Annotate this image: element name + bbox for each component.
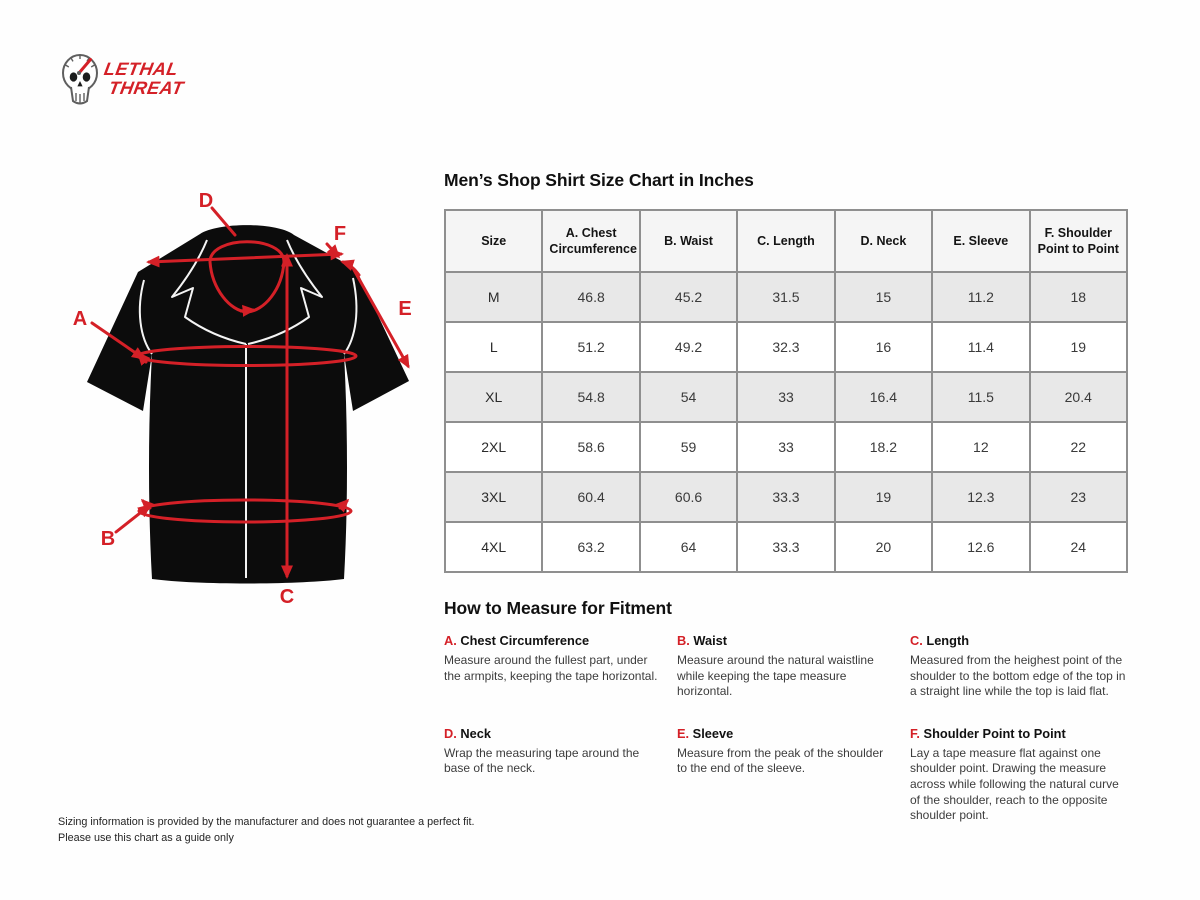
- measure-name: Chest Circumference: [460, 633, 590, 648]
- table-row: [445, 372, 1127, 422]
- measure-description: Measure around the fullest part, under the armpits, keeping the tape horizontal.: [444, 653, 658, 683]
- sleeve-value: 11.5: [932, 372, 1029, 422]
- diagram-label-c: C: [279, 586, 295, 608]
- shoulder-value: 22: [1030, 422, 1127, 472]
- how-to-measure-section: [444, 598, 1144, 824]
- brand-logo: [56, 48, 206, 110]
- table-header-row: [445, 210, 1127, 272]
- table-row: [445, 272, 1127, 322]
- diagram-label-a: A: [72, 308, 88, 330]
- neck-value: 16: [835, 322, 932, 372]
- size-chart-title: Men’s Shop Shirt Size Chart in Inches: [444, 170, 754, 190]
- size-label: XL: [445, 372, 542, 422]
- diagram-label-b: B: [100, 528, 116, 550]
- table-row: [445, 472, 1127, 522]
- table-row: [445, 322, 1127, 372]
- shoulder-value: 24: [1030, 522, 1127, 572]
- length-value: 33.3: [737, 522, 834, 572]
- waist-value: 54: [640, 372, 737, 422]
- skull-gauge-icon: [63, 55, 97, 104]
- col-header-size: Size: [445, 210, 542, 272]
- sleeve-value: 11.4: [932, 322, 1029, 372]
- table-row: [445, 522, 1127, 572]
- measure-name: Waist: [693, 633, 728, 648]
- waist-value: 60.6: [640, 472, 737, 522]
- neck-value: 16.4: [835, 372, 932, 422]
- waist-pointer-line: [116, 506, 149, 532]
- measure-letter: A.: [444, 633, 457, 648]
- disclaimer-line2: Please use this chart as a guide only: [58, 831, 234, 844]
- measure-item-chest: [444, 633, 662, 700]
- chest-value: 46.8: [542, 272, 639, 322]
- measure-description: Measure around the natural waistline while keeping the tape measure horizontal.: [677, 653, 874, 699]
- measure-letter: B.: [677, 633, 690, 648]
- measure-letter: F.: [910, 725, 920, 741]
- col-header-neck: D. Neck: [835, 210, 932, 272]
- size-label: 4XL: [445, 522, 542, 572]
- length-value: 33: [737, 422, 834, 472]
- neck-ring-arrow: [241, 310, 253, 311]
- measure-item-waist: [677, 633, 895, 700]
- length-value: 33: [737, 372, 834, 422]
- measure-name: Shoulder Point to Point: [923, 725, 1066, 741]
- measure-item-length: [910, 633, 1128, 700]
- shirt-measurement-diagram: [60, 178, 440, 620]
- col-header-waist: B. Waist: [640, 210, 737, 272]
- measure-name: Neck: [460, 725, 491, 741]
- waist-value: 45.2: [640, 272, 737, 322]
- table-row: [445, 422, 1127, 472]
- shoulder-value: 20.4: [1030, 372, 1127, 422]
- measure-name: Sleeve: [692, 725, 734, 741]
- shoulder-value: 18: [1030, 272, 1127, 322]
- length-value: 32.3: [737, 322, 834, 372]
- measure-letter: E.: [677, 725, 690, 741]
- chest-value: 54.8: [542, 372, 639, 422]
- neck-value: 19: [835, 472, 932, 522]
- diagram-label-d: D: [198, 190, 214, 212]
- diagram-label-e: E: [398, 298, 412, 320]
- brand-wordmark: [99, 59, 190, 98]
- measure-name: Length: [926, 633, 970, 648]
- measure-letter: C.: [910, 633, 923, 648]
- neck-value: 15: [835, 272, 932, 322]
- diagram-label-f: F: [333, 223, 347, 245]
- shoulder-value: 19: [1030, 322, 1127, 372]
- brand-line1: LETHAL: [102, 59, 180, 79]
- length-value: 31.5: [737, 272, 834, 322]
- sleeve-value: 11.2: [932, 272, 1029, 322]
- size-label: 3XL: [445, 472, 542, 522]
- col-header-shoulder: F. Shoulder Point to Point: [1030, 210, 1127, 272]
- waist-value: 64: [640, 522, 737, 572]
- col-header-chest: A. Chest Circumference: [542, 210, 639, 272]
- measure-letter: D.: [444, 725, 457, 741]
- measure-description: Lay a tape measure flat against one shoulder point. Drawing the measure across while following the natural curve of the shoulder, reach to the opposite shoulder point.: [910, 745, 1119, 823]
- chest-value: 60.4: [542, 472, 639, 522]
- shoulder-value: 23: [1030, 472, 1127, 522]
- sleeve-value: 12.3: [932, 472, 1029, 522]
- brand-line2: THREAT: [107, 78, 186, 98]
- disclaimer-line1: Sizing information is provided by the manufacturer and does not guarantee a perfect fit.: [58, 816, 475, 828]
- length-value: 33.3: [737, 472, 834, 522]
- waist-value: 49.2: [640, 322, 737, 372]
- chest-value: 51.2: [542, 322, 639, 372]
- measure-grid: [444, 633, 1144, 824]
- measure-description: Measured from the heighest point of the shoulder to the bottom edge of the top in a straight line while the top is laid flat.: [910, 653, 1126, 699]
- size-label: 2XL: [445, 422, 542, 472]
- sizing-disclaimer: [58, 815, 475, 846]
- chest-value: 58.6: [542, 422, 639, 472]
- neck-value: 20: [835, 522, 932, 572]
- size-chart-table: [444, 209, 1128, 573]
- measure-item-shoulder: [910, 726, 1128, 824]
- waist-value: 59: [640, 422, 737, 472]
- col-header-sleeve: E. Sleeve: [932, 210, 1029, 272]
- neck-value: 18.2: [835, 422, 932, 472]
- sleeve-value: 12: [932, 422, 1029, 472]
- measure-description: Wrap the measuring tape around the base of the neck.: [444, 745, 640, 776]
- size-label: M: [445, 272, 542, 322]
- sleeve-value: 12.6: [932, 522, 1029, 572]
- measure-description: Measure from the peak of the shoulder to the end of the sleeve.: [677, 745, 884, 776]
- size-label: L: [445, 322, 542, 372]
- how-to-measure-title: How to Measure for Fitment: [444, 598, 672, 618]
- lethal-threat-logo: [56, 48, 206, 110]
- measure-item-neck: [444, 726, 662, 824]
- measure-item-sleeve: [677, 726, 895, 824]
- shirt-diagram-svg: [60, 178, 440, 620]
- chest-value: 63.2: [542, 522, 639, 572]
- col-header-length: C. Length: [737, 210, 834, 272]
